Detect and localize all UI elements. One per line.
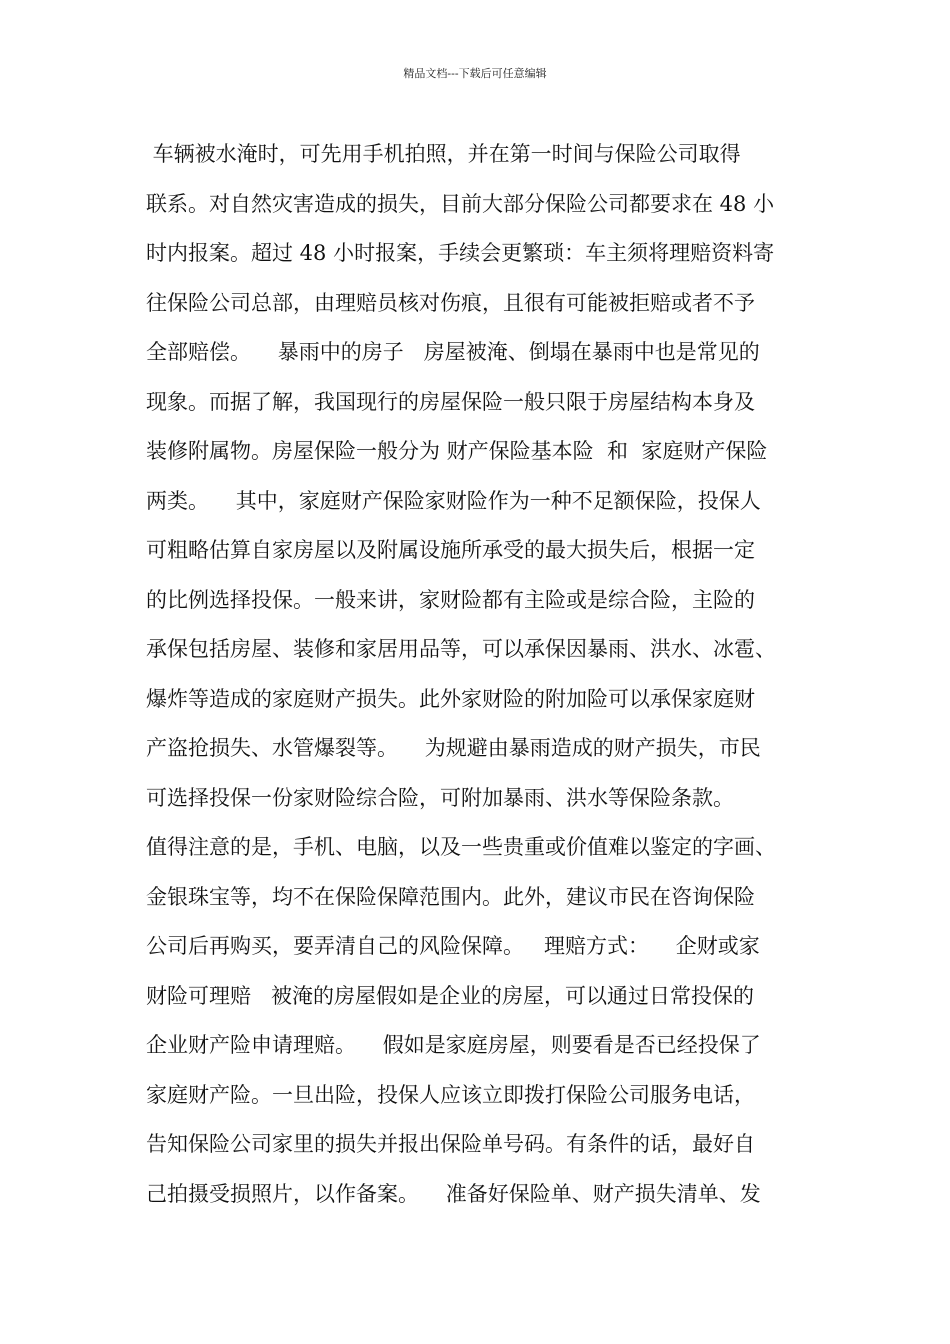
text-line: 值得注意的是，手机、电脑，以及一些贵重或价值难以鉴定的字画、 <box>146 835 776 859</box>
text-line: 的比例选择投保。一般来讲，家财险都有主险或是综合险，主险的 <box>146 587 755 612</box>
text-line: 公司后再购买，要弄清自己的风险保障。 理赔方式： 企财或家 <box>146 934 760 958</box>
text-line: 爆炸等造成的家庭财产损失。此外家财险的附加险可以承保家庭财 <box>146 686 755 711</box>
text-line: 企业财产险申请理赔。 假如是家庭房屋，则要看是否已经投保了 <box>146 1033 761 1057</box>
body-text <box>146 130 826 1219</box>
text-line: 联系。对自然灾害造成的损失，目前大部分保险公司都要求在 48 小 <box>146 191 775 216</box>
text-line: 车辆被水淹时，可先用手机拍照，并在第一时间与保险公司取得 <box>146 142 741 166</box>
text-line: 两类。 其中，家庭财产保险家财险作为一种不足额保险，投保人 <box>146 488 761 513</box>
text-line: 可粗略估算自家房屋以及附属设施所承受的最大损失后，根据一定 <box>146 538 755 562</box>
text-line: 产盗抢损失、水管爆裂等。 为规避由暴雨造成的财产损失，市民 <box>146 736 761 760</box>
text-line: 家庭财产险。一旦出险，投保人应该立即拨打保险公司服务电话， <box>146 1082 755 1107</box>
text-line: 往保险公司总部，由理赔员核对伤痕，且很有可能被拒赔或者不予 <box>146 290 755 315</box>
text-line: 现象。而据了解，我国现行的房屋保险一般只限于房屋结构本身及 <box>146 389 755 414</box>
text-line: 时内报案。超过 48 小时报案，手续会更繁琐：车主须将理赔资料寄 <box>146 241 775 265</box>
text-line: 告知保险公司家里的损失并报出保险单号码。有条件的话，最好自 <box>146 1132 755 1156</box>
text-line: 可选择投保一份家财险综合险，可附加暴雨、洪水等保险条款。 <box>146 785 734 810</box>
text-line: 财险可理赔 被淹的房屋假如是企业的房屋，可以通过日常投保的 <box>146 983 755 1008</box>
text-line: 承保包括房屋、装修和家居用品等，可以承保因暴雨、洪水、冰雹、 <box>146 637 776 661</box>
page-header: 精品文档---下载后可任意编辑 <box>403 67 547 80</box>
text-line: 全部赔偿。 暴雨中的房子 房屋被淹、倒塌在暴雨中也是常见的 <box>146 340 760 364</box>
text-line: 装修附属物。房屋保险一般分为 财产保险基本险 和 家庭财产保险 <box>146 439 768 463</box>
text-line: 金银珠宝等，均不在保险保障范围内。此外，建议市民在咨询保险 <box>146 884 755 909</box>
text-line: 己拍摄受损照片，以作备案。 准备好保险单、财产损失清单、发 <box>146 1181 761 1206</box>
